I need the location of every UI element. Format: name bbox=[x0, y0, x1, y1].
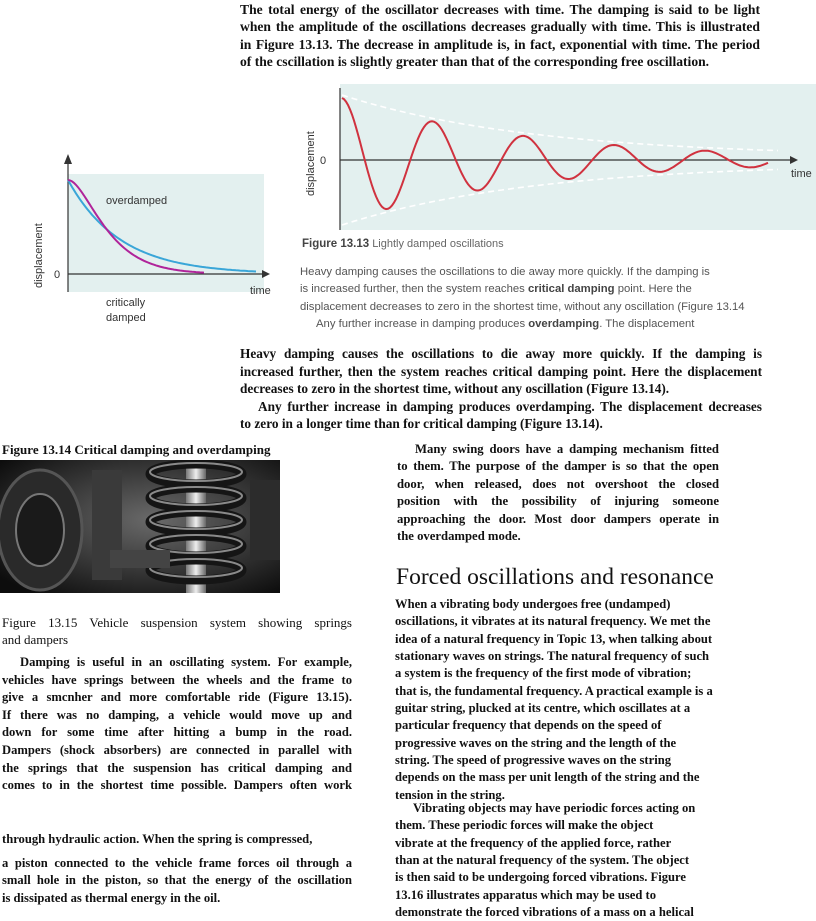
hydraulic-paragraph: through hydraulic action. When the spring is compressed, a piston connected to the vehicle frame forces oil through a small hole in the piston, so that the energy of the oscillation is dissipated as thermal energy in the oil. bbox=[2, 832, 352, 905]
caption-number: Figure 13.13 bbox=[302, 238, 370, 250]
vibrating-objects-paragraph: Vibrating objects may have periodic forces acting on them. These periodic forces will make the object vibrate at the frequency of the applied force, rather than at the natural frequency of the system. The object is then said to be undergoing forced vibrations. Figure 13.16 illustrates apparatus which may be used to demonstrate the forced vibrations of a mass on a helical bbox=[395, 801, 696, 920]
scan-line-2: is increased further, then the system reaches critical damping point. Here the bbox=[300, 283, 692, 296]
time-label: time bbox=[250, 285, 271, 297]
figure-13-15-caption: Figure 13.15 Vehicle suspension system showing springs and dampers bbox=[2, 615, 352, 648]
damping-useful-paragraph: Damping is useful in an oscillating system. For example, vehicles have springs between the wheels and the frame to give a smcnher and more comfortable ride (Figure 13.15). If there was no damping, a vehicle would move up and down for some time after hitting a bump in the road. Dampers (shock absorbers) are connected in parallel with the springs that the suspension has critical damping and comes to in the shortest time possible. Dampers often work bbox=[2, 655, 352, 793]
critical-damping-term: critical damping bbox=[527, 283, 615, 296]
overdamping-term: overdamping bbox=[528, 318, 600, 331]
figure-13-14-caption: Figure 13.14 Critical damping and overdamping bbox=[2, 442, 271, 457]
caption-text: Lightly damped oscillations bbox=[372, 238, 504, 250]
suspension-photo bbox=[0, 460, 280, 593]
figure-13-14 bbox=[30, 150, 278, 340]
forced-oscillations-paragraph: When a vibrating body undergoes free (undamped) oscillations, it vibrates at its natural frequency. We met the idea of a natural frequency in Topic 13, when talking about stationary waves on strings. The natural frequency of such a system is the frequency of the first mode of vibration; that is, the fundamental frequency. A practical example is a guitar string, plucked at its centre, which oscillates at a particular frequency that depends on the speed of progressive waves on the string and the length of the string. The speed of progressive waves on the string depends on the mass per unit length of the string and the tension in the string. bbox=[395, 597, 713, 802]
swing-doors-paragraph: Many swing doors have a damping mechanism fitted to them. The purpose of the damper is so that the open door, when released, does not overshoot the closed position with the possibility of injuring someone approaching the door. Most door dampers operate in the overdamped mode. bbox=[397, 442, 719, 544]
heavy-damping-paragraph: Heavy damping causes the oscillations to die away more quickly. If the damping is increased further, then the system reaches critical damping point. Here the displacement decreases to zero in the shortest time, without any oscillation (Figure 13.14). Any further increase in damping produces overdamping. The displacement decreases to zero in a longer time than for critical damping (Figure 13.14). bbox=[240, 346, 762, 432]
zero-label: 0 bbox=[54, 269, 61, 281]
top-paragraph: The total energy of the oscillator decreases with time. The damping is said to be light when the amplitude of the oscillations decreases gradually with time. This is illustrated in Figure 13.13. The decrease in amplitude is, in fact, exponential with time. The period of the cscillation is slightly greater than that of the corresponding free oscillation. bbox=[240, 2, 760, 70]
zero-label: 0 bbox=[320, 155, 327, 167]
lightly-damped-graph bbox=[298, 84, 816, 264]
section-heading: Forced oscillations and resonance bbox=[396, 564, 714, 590]
critically-label: critically bbox=[106, 297, 146, 309]
scan-text bbox=[300, 264, 816, 334]
scan-line-1: Heavy damping causes the oscillations to die away more quickly. If the damping is bbox=[300, 266, 710, 278]
suspension-image bbox=[0, 460, 280, 593]
displacement-label: displacement bbox=[305, 131, 317, 196]
overdamped-label: overdamped bbox=[106, 195, 168, 207]
critical-damping-graph bbox=[30, 150, 278, 340]
scan-line-4: Any further increase in damping produces overdamping. The displacement bbox=[316, 318, 695, 331]
figure-13-13-caption bbox=[302, 238, 504, 250]
displacement-label: displacement bbox=[33, 223, 45, 288]
damped-label: damped bbox=[106, 312, 146, 324]
time-axis-arrow bbox=[262, 270, 270, 278]
figure-13-13 bbox=[298, 84, 816, 264]
displacement-axis-arrow bbox=[64, 154, 72, 164]
time-label: time bbox=[791, 168, 812, 180]
scan-line-3: displacement decreases to zero in the shortest time, without any oscillation (Figure 13.14 bbox=[300, 300, 745, 313]
